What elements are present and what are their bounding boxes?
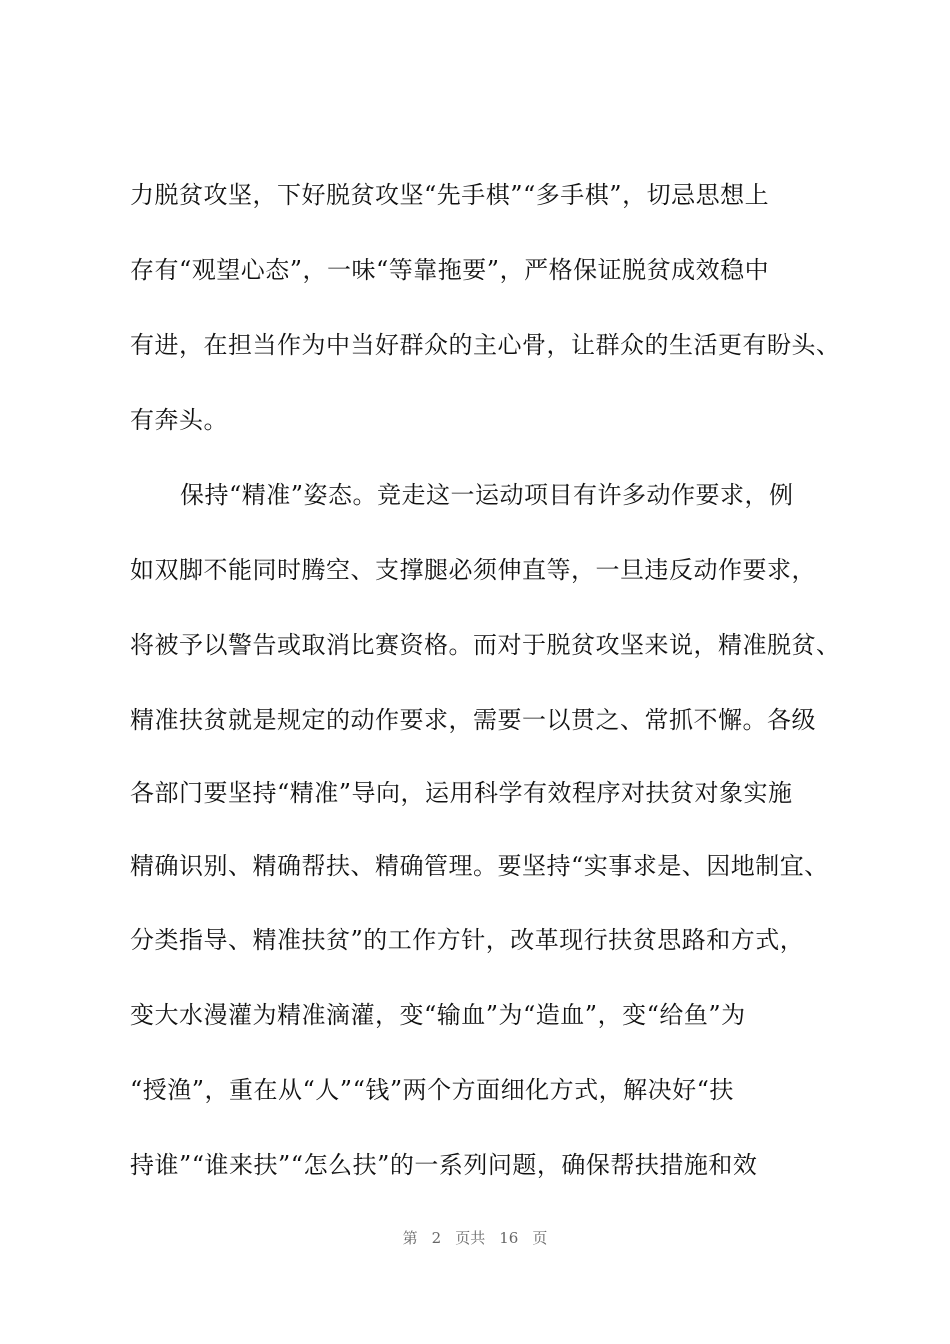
- paragraph-line: 有进，在担当作为中当好群众的主心骨，让群众的生活更有盼头、: [130, 331, 841, 359]
- footer-total-pages: 16: [499, 1229, 519, 1247]
- paragraph-line: 将被予以警告或取消比赛资格。而对于脱贫攻坚来说，精准脱贫、: [130, 631, 841, 659]
- footer-middle: 页共: [455, 1229, 486, 1247]
- paragraph-line: 精准扶贫就是规定的动作要求，需要一以贯之、常抓不懈。各级: [130, 706, 816, 734]
- paragraph-line: 变大水漫灌为精准滴灌，变“输血”为“造血”，变“给鱼”为: [130, 1001, 746, 1029]
- paragraph-line: 存有“观望心态”，一味“等靠拖要”，严格保证脱贫成效稳中: [130, 256, 770, 284]
- paragraph-line: 持谁”“谁来扶”“怎么扶”的一系列问题，确保帮扶措施和效: [130, 1151, 758, 1179]
- paragraph-line: 分类指导、精准扶贫”的工作方针，改革现行扶贫思路和方式，: [130, 926, 805, 954]
- footer-suffix: 页: [532, 1229, 548, 1247]
- paragraph-first-line: 保持“精准”姿态。竞走这一运动项目有许多动作要求，例: [180, 481, 794, 509]
- page-footer: [0, 1228, 950, 1248]
- paragraph-line: 各部门要坚持“精准”导向，运用科学有效程序对扶贫对象实施: [130, 779, 793, 807]
- paragraph-line: 有奔头。: [130, 406, 228, 434]
- paragraph-line: 如双脚不能同时腾空、支撑腿必须伸直等，一旦违反动作要求，: [130, 556, 816, 584]
- paragraph-line: 精确识别、精确帮扶、精确管理。要坚持“实事求是、因地制宜、: [130, 852, 829, 880]
- footer-prefix: 第: [402, 1229, 418, 1247]
- footer-page-number: 2: [431, 1229, 442, 1247]
- paragraph-line: 力脱贫攻坚，下好脱贫攻坚“先手棋”“多手棋”，切忌思想上: [130, 181, 770, 209]
- paragraph-line: “授渔”，重在从“人”“钱”两个方面细化方式，解决好“扶: [130, 1076, 734, 1104]
